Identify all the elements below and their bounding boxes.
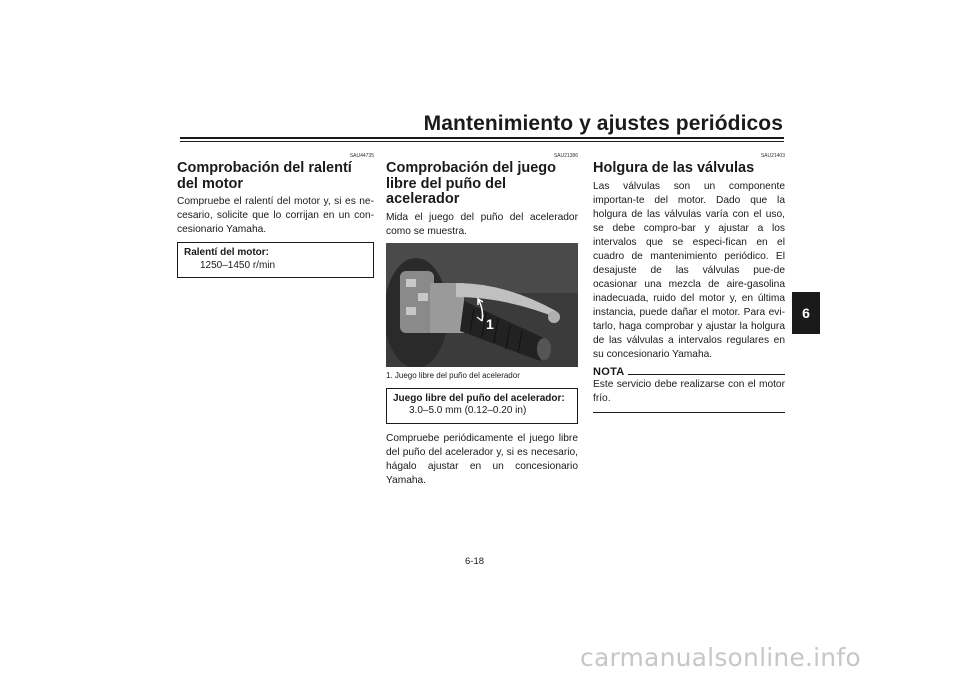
page-number: 6-18 [465,556,485,567]
throttle-grip-illustration [386,243,578,367]
chapter-tab[interactable]: 6 [792,292,820,334]
section-throttle-freeplay [386,150,578,488]
header-rule-thin [180,141,784,142]
section-intro: Mida el juego del puño del acelerador como se muestra. [386,211,578,237]
section-valve-clearance [593,150,785,413]
page-title: Mantenimiento y ajustes periódicos [423,112,783,135]
spec-box [177,242,374,278]
section-heading: Holgura de las válvulas [593,160,755,176]
section-code: SAU21386 [553,153,578,159]
note-text: Este servicio debe realizarse con el motor frío. [593,378,785,404]
section-heading: Comprobación del ralentí del motor [177,160,352,192]
header-rule [180,137,784,139]
figure-caption: 1. Juego libre del puño del acelerador [386,370,520,380]
spec-label: Juego libre del puño del acelerador: [393,392,565,404]
spec-value: 3.0–5.0 mm (0.12–0.20 in) [409,405,527,416]
watermark: carmanualsonline.info [580,643,861,672]
spec-box [386,388,578,424]
callout-number: 1 [486,315,494,332]
note-rule [628,374,785,375]
section-body: Compruebe el ralentí del motor y, si es ne-cesario, solicite que lo corrijan en un con-cesionario Yamaha. [177,196,374,235]
section-code: SAU44735 [349,153,374,159]
section-heading: Comprobación del juego libre del puño del acelerador [386,160,556,207]
spec-label: Ralentí del motor: [184,247,270,258]
note-label: NOTA [593,365,625,378]
section-body: Las válvulas son un componente importan-te del motor. Dado que la holgura de las válvulas varía con el uso, se debe compro-bar y ajustar a los intervalos que se especi-fican en el cuadro de mantenimiento periódico. El desajuste de las válvulas pue-de ocasionar una mezcla de aire-gasolina inadecuada, ruido del motor y, en última instancia, puede dañar el motor. Para evi-tarlo, haga comprobar y ajustar la holgura de las válvulas a intervalos regulares en su concesionario Yamaha. [593,180,785,360]
note-end-rule [593,412,785,413]
spec-value: 1250–1450 r/min [200,259,276,271]
section-body: Compruebe periódicamente el juego libre del puño del acelerador y, si es necesario, hágalo ajustar en un concesionario Yamaha. [386,432,578,486]
section-idle-speed [177,150,374,286]
section-code: SAU21403 [760,153,785,159]
note-header [593,366,785,378]
